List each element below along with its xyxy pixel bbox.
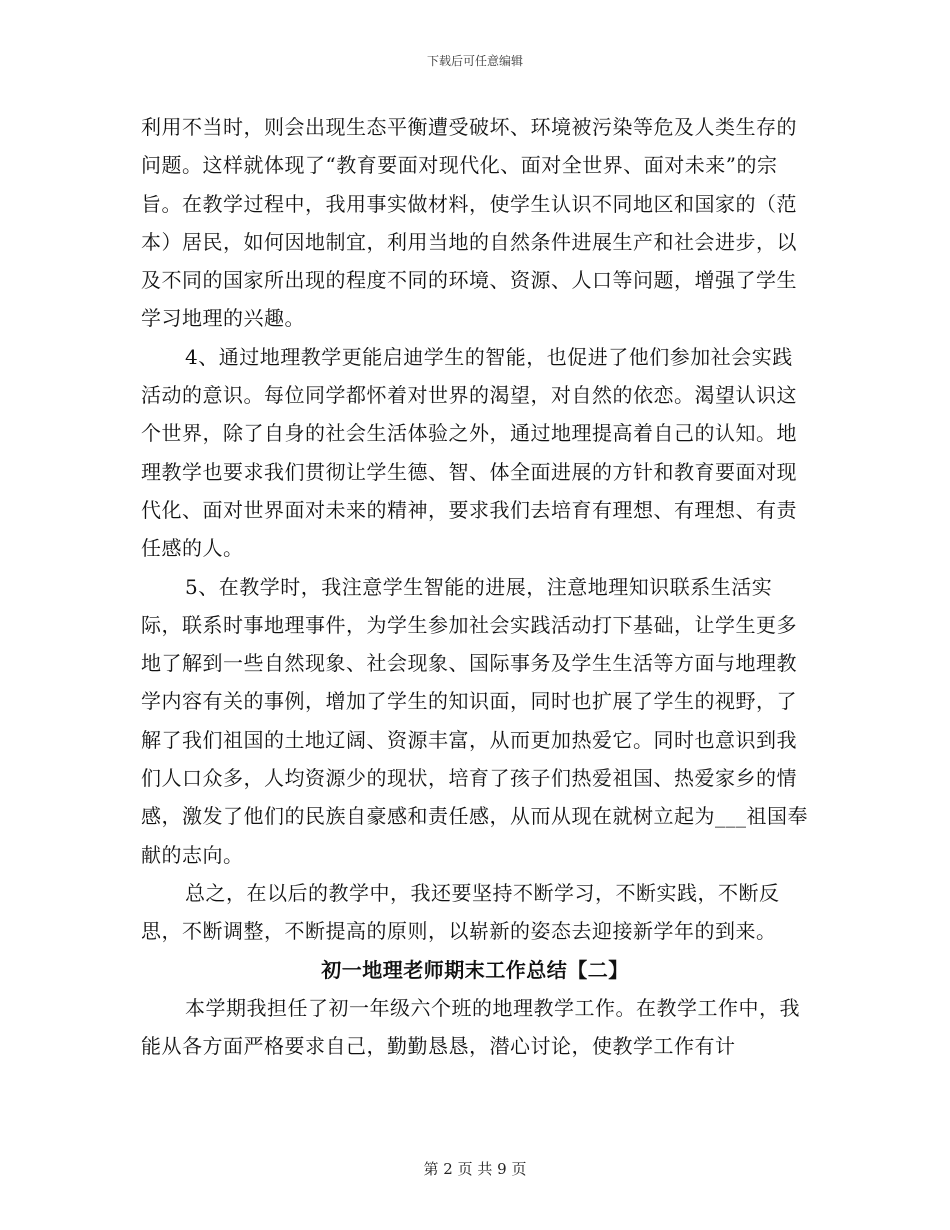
- page-header: 下载后可任意编辑: [426, 54, 523, 68]
- paragraph-3: 5、在教学时，我注意学生智能的进展，注意地理知识联系生活实际，联系时事地理事件，为学生参加社会实践活动打下基础，让学生更多地了解到一些自然现象、社会现象、国际事务及学生生活等方面与地理教学内容有关的事例，增加了学生的知识面，同时也扩展了学生的视野，了解了我们祖国的土地辽阔、资源丰富，从而更加热爱它。同时也意识到我们人口众多，人均资源少的现状，培育了孩子们热爱祖国、热爱家乡的情感，激发了他们的民族自豪感和责任感，从而从现在就树立起为___祖国奉献的志向。: [141, 574, 808, 867]
- page-number: 第 2 页 共 9 页: [423, 1160, 527, 1178]
- document-body: [141, 108, 809, 1065]
- section-heading: 初一地理老师期末工作总结【二】: [321, 957, 629, 982]
- paragraph-1: 利用不当时，则会出现生态平衡遭受破坏、环境被污染等危及人类生存的问题。这样就体现了“教育要面对现代化、面对全世界、面对未来”的宗旨。在教学过程中，我用事实做材料，使学生认识不同地区和国家的（范本）居民，如何因地制宜，利用当地的自然条件进展生产和社会进步，以及不同的国家所出现的程度不同的环境、资源、人口等问题，增强了学生学习地理的兴趣。: [141, 115, 797, 331]
- paragraph-5: 本学期我担任了初一年级六个班的地理教学工作。在教学工作中，我能从各方面严格要求自己，勤勤恳恳，潜心讨论，使教学工作有计: [141, 995, 800, 1059]
- paragraph-4: 总之，在以后的教学中，我还要坚持不断学习，不断实践，不断反思，不断调整，不断提高的原则，以崭新的姿态去迎接新学年的到来。: [141, 880, 780, 944]
- paragraph-2: 4、通过地理教学更能启迪学生的智能，也促进了他们参加社会实践活动的意识。每位同学都怀着对世界的渴望，对自然的依恋。渴望认识这个世界，除了自身的社会生活体验之外，通过地理提高着自己的认知。地理教学也要求我们贯彻让学生德、智、体全面进展的方针和教育要面对现代化、面对世界面对未来的精神，要求我们去培育有理想、有理想、有责任感的人。: [141, 344, 797, 561]
